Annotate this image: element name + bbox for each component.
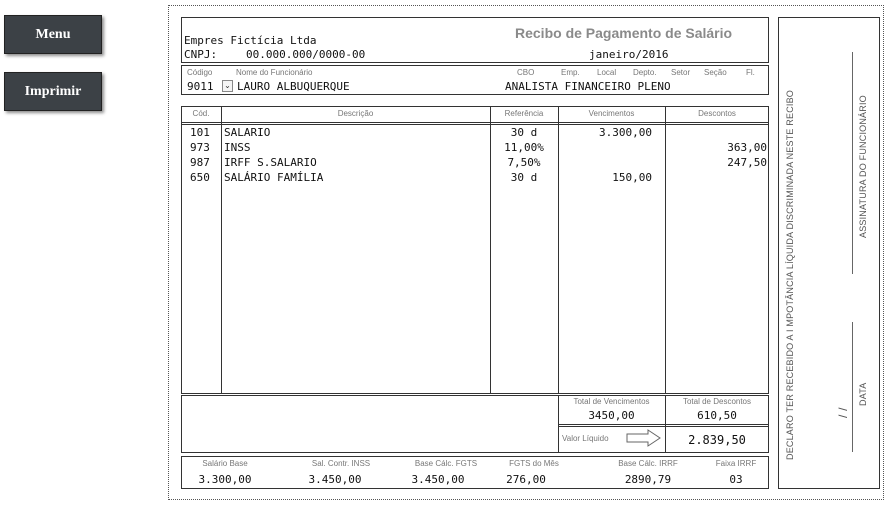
table-row-ref: 7,50%: [507, 156, 541, 169]
cnpj-label: CNPJ:: [184, 48, 218, 61]
chevron-down-icon: ⌄: [224, 81, 231, 90]
footer-label: FGTS do Mês: [509, 459, 559, 468]
footer-label: Base Cálc. FGTS: [414, 459, 478, 468]
depto-label: Depto.: [633, 68, 657, 77]
arrow-right-icon: [626, 429, 662, 447]
footer-label: Base Cálc. IRRF: [618, 459, 678, 468]
period: janeiro/2016: [589, 48, 669, 61]
cnpj-value: 00.000.000/0000-00: [246, 48, 366, 61]
signature-label: ASSINATURA DO FUNCIONÁRIO: [858, 95, 868, 238]
setor-label: Setor: [671, 68, 691, 77]
footer-label: Faixa IRRF: [715, 459, 757, 468]
secao-label: Seção: [704, 68, 727, 77]
header-descontos: Descontos: [698, 109, 736, 118]
table-row-cod: 650: [190, 171, 210, 184]
employee-code: 9011: [187, 80, 214, 93]
print-button[interactable]: Imprimir: [4, 72, 102, 111]
table-row-cod: 973: [190, 141, 210, 154]
date-label: DATA: [858, 382, 868, 406]
fl-label: Fl.: [746, 68, 755, 77]
table-row-descontos: 247,50: [727, 156, 767, 169]
employee-dropdown[interactable]: [222, 80, 233, 92]
declaration-text: DECLARO TER RECEBIDO A I MPOTÂNCIA LÍQUIDA DISCRIMINADA NESTE RECIBO: [785, 89, 795, 460]
date-line: [852, 322, 853, 452]
net-value: 2.839,50: [688, 433, 746, 447]
table-row-desc: IRFF S.SALARIO: [224, 156, 317, 169]
table-row-descontos: 363,00: [727, 141, 767, 154]
table-row-ref: 30 d: [510, 171, 538, 184]
total-descontos: 610,50: [697, 409, 737, 422]
footer-value: 3.450,00: [308, 473, 362, 486]
net-value-label: Valor Líquido: [562, 434, 609, 443]
footer-value: 03: [729, 473, 743, 486]
footer-value: 276,00: [506, 473, 546, 486]
table-row-desc: INSS: [224, 141, 251, 154]
header-cod: Cód.: [192, 109, 210, 118]
header-referencia: Referência: [504, 109, 544, 118]
header-vencimentos: Vencimentos: [588, 109, 635, 118]
local-label: Local: [597, 68, 617, 77]
table-row-ref: 11,00%: [504, 141, 544, 154]
footer-label: Sal. Contr. INSS: [311, 459, 371, 468]
menu-button[interactable]: Menu: [4, 15, 102, 54]
date-marks: / /: [836, 407, 850, 418]
cbo-label: CBO: [517, 68, 535, 77]
total-vencimentos: 3450,00: [588, 409, 635, 422]
name-label: Nome do Funcionário: [236, 68, 313, 77]
signature-line: [852, 52, 853, 274]
table-row-ref: 30 d: [510, 126, 538, 139]
total-vencimentos-label: Total de Vencimentos: [573, 397, 650, 406]
footer-value: 3.450,00: [411, 473, 465, 486]
receipt-title: Recibo de Pagamento de Salário: [515, 25, 733, 41]
company-name: Empres Fictícia Ltda: [184, 34, 317, 47]
footer-value: 2890,79: [624, 473, 672, 486]
footer-value: 3.300,00: [198, 473, 252, 486]
code-label: Código: [187, 68, 213, 77]
table-row-desc: SALARIO: [224, 126, 271, 139]
emp-label: Emp.: [561, 68, 580, 77]
table-row-venc: 3.300,00: [599, 126, 652, 139]
table-row-desc: SALÁRIO FAMÍLIA: [224, 171, 324, 184]
employee-role: ANALISTA FINANCEIRO PLENO: [505, 80, 671, 93]
total-descontos-label: Total de Descontos: [682, 397, 752, 406]
table-row-cod: 987: [190, 156, 210, 169]
header-descricao: Descrição: [337, 109, 374, 118]
table-row-venc: 150,00: [612, 171, 652, 184]
employee-name: LAURO ALBUQUERQUE: [237, 80, 350, 93]
footer-label: Salário Base: [202, 459, 248, 468]
table-row-cod: 101: [190, 126, 210, 139]
